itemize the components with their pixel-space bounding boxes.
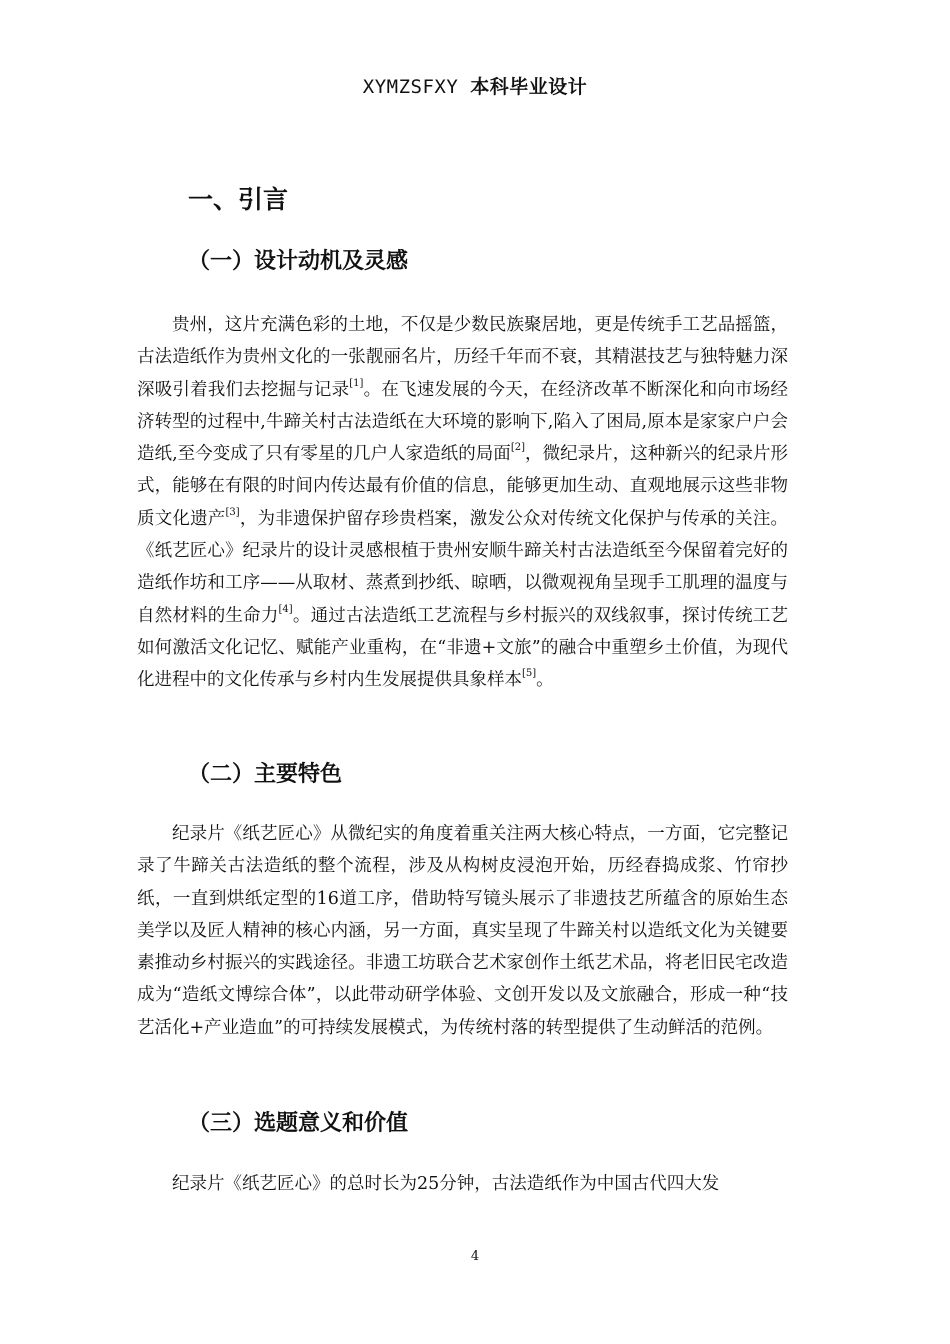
- header-latin: XYMZSFXY: [362, 76, 459, 98]
- citation-3: [3]: [225, 506, 240, 518]
- citation-2: [2]: [510, 442, 525, 454]
- subsection-heading-3: （三）选题意义和价值: [188, 1111, 409, 1136]
- subsection-heading-1: （一）设计动机及灵感: [188, 249, 409, 274]
- citation-1: [1]: [349, 377, 364, 389]
- citation-5: [5]: [522, 668, 537, 680]
- paragraph-2: 纪录片《纸艺匠心》从微纪实的角度着重关注两大核心特点，一方面，它完整记录了牛蹄关古法造纸的整个流程，涉及从构树皮浸泡开始，历经舂捣成浆、竹帘抄纸，一直到烘纸定型的16道工序，借助特写镜头展示了非遗技艺所蕴含的原始生态美学以及匠人精神的核心内涵，另一方面，真实呈现了牛蹄关村以造纸文化为关键要素推动乡村振兴的实践途径。非遗工坊联合艺术家创作土纸艺术品，将老旧民宅改造成为“造纸文博综合体”，以此带动研学体验、文创开发以及文旅融合，形成一种“技艺活化+产业造血”的可持续发展模式，为传统村落的转型提供了生动鲜活的范例。: [137, 824, 788, 1038]
- page-number: 4: [470, 1249, 480, 1264]
- subsection-heading-2: （二）主要特色: [188, 762, 343, 787]
- citation-4: [4]: [278, 603, 293, 615]
- header-cn: 本科毕业设计: [470, 76, 588, 98]
- paragraph-1: 贵州，这片充满色彩的土地，不仅是少数民族聚居地，更是传统手工艺品摇篮，古法造纸作为贵州文化的一张靓丽名片，历经千年而不衰，其精湛技艺与独特魅力深深吸引着我们去挖掘与记录[1]。在飞速发展的今天，在经济改革不断深化和向市场经济转型的过程中,牛蹄关村古法造纸在大环境的影响下,陷入了困局,原本是家家户户会造纸,至今变成了只有零星的几户人家造纸的局面[2]，微纪录片，这种新兴的纪录片形式，能够在有限的时间内传达最有价值的信息，能够更加生动、直观地展示这些非物质文化遗产[3]，为非遗保护留存珍贵档案，激发公众对传统文化保护与传承的关注。《纸艺匠心》纪录片的设计灵感根植于贵州安顺牛蹄关村古法造纸至今保留着完好的造纸作坊和工序——从取材、蒸煮到抄纸、晾晒，以微观视角呈现手工肌理的温度与自然材料的生命力[4]。通过古法造纸工艺流程与乡村振兴的双线叙事，探讨传统工艺如何激活文化记忆、赋能产业重构，在“非遗+文旅”的融合中重塑乡土价值，为现代化进程中的文化传承与乡村内生发展提供具象样本[5]。: [137, 315, 789, 691]
- paragraph-3: 纪录片《纸艺匠心》的总时长为25分钟，古法造纸作为中国古代四大发: [172, 1174, 720, 1194]
- page-header: [0, 72, 950, 99]
- section-title: 一、引言: [188, 185, 289, 214]
